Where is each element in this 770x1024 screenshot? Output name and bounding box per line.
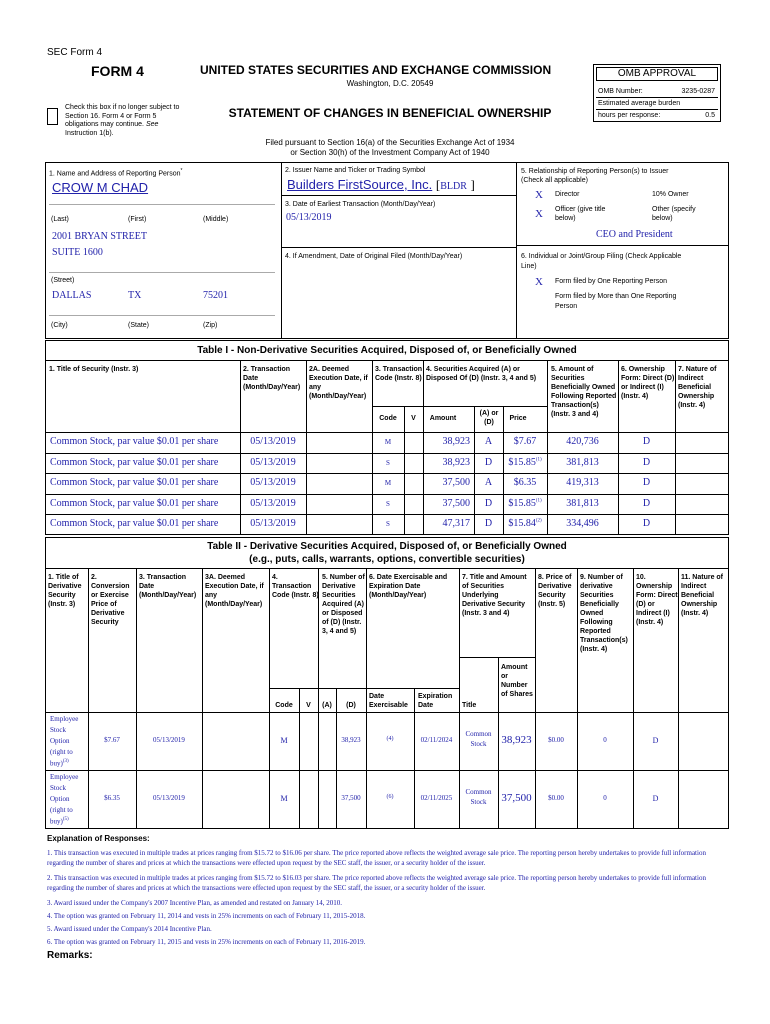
t1-row-ad: D: [484, 518, 493, 530]
box6-label: 6. Individual or Joint/Group Filing (Check Applicable Line): [521, 253, 682, 270]
footnote-4: 4. The option was granted on February 11, 2014 and vests in 25% increments on each of February 11, 2015-2018.: [47, 912, 366, 920]
t2-row-d: 37,500: [341, 794, 361, 802]
form-title: FORM 4: [91, 63, 144, 79]
state-label: (State): [128, 322, 150, 329]
one-person-check[interactable]: X: [535, 276, 543, 288]
t1-row-title: Common Stock, par value $0.01 per share: [50, 497, 219, 509]
t2-exercisable: Date Exercisable: [369, 693, 408, 709]
city-value: DALLAS: [52, 290, 92, 301]
t2-h1: 1. Title of Derivative Security (Instr. 3): [48, 574, 82, 608]
t2-row-owned: 0: [603, 736, 607, 744]
t2-row-dprice: $0.00: [548, 794, 564, 802]
director-label: Director: [555, 191, 580, 198]
omb-number-label: OMB Number:: [598, 88, 643, 95]
officer-title: CEO and President: [596, 229, 673, 240]
middle-label: (Middle): [203, 216, 229, 223]
t1-row-code: S: [386, 499, 390, 508]
t2-row-title-t1: Employee: [50, 715, 79, 723]
t2-amount-shares: Amount or Number of Shares: [501, 664, 533, 698]
t2-h3a: 3A. Deemed Execution Date, if any (Month/Day/Year): [205, 574, 264, 608]
street-line-1: 2001 BRYAN STREET: [52, 231, 148, 242]
t2-d: (D): [346, 702, 356, 709]
t2-row-form: D: [652, 794, 659, 803]
t1-h6: 6. Ownership Form: Direct (D) or Indirect (I) (Instr. 4): [621, 366, 675, 400]
t1-row-price: $7.67: [513, 436, 537, 447]
footnote-5: 5. Award issued under the Company's 2014 Incentive Plan.: [47, 925, 212, 933]
t2-row-underlying-2: Stock: [470, 740, 487, 748]
t2-row-expiration: 02/11/2025: [420, 794, 453, 802]
t1-row-amount: 37,500: [442, 477, 470, 489]
t2-row-shares: 37,500: [501, 792, 532, 804]
t2-row-underlying-1: Common: [465, 730, 492, 738]
t2-row-exercisable: (6): [386, 794, 394, 800]
t2-h4: 4. Transaction Code (Instr. 8): [272, 574, 319, 599]
t1-row-owned: 381,813: [566, 456, 599, 468]
t2-row-expiration: 02/11/2024: [420, 736, 453, 744]
t1-row-owned: 420,736: [566, 436, 599, 447]
t1-row-amount: 37,500: [442, 497, 470, 509]
table-2-title-2: (e.g., puts, calls, warrants, options, convertible securities): [249, 554, 525, 565]
t1-row-owned: 334,496: [566, 518, 599, 530]
t1-v: V: [411, 415, 416, 422]
t2-row-dprice: $0.00: [548, 736, 564, 744]
t2-row-title-t5: buy)$^{(5)}$: [50, 817, 69, 826]
omb-title: OMB APPROVAL: [596, 67, 718, 81]
t1-row-owned: 419,313: [566, 477, 599, 489]
box4-label: 4. If Amendment, Date of Original Filed (Month/Day/Year): [285, 253, 463, 260]
t2-h5: 5. Number of Derivative Securities Acquired (A) or Disposed of (D) (Instr. 3, 4 and 5): [322, 574, 365, 635]
t2-row-title-t2: Stock: [50, 726, 66, 734]
t1-row-ad: A: [484, 477, 493, 489]
t2-title: Title: [462, 702, 477, 709]
omb-burden-label: Estimated average burden: [598, 100, 681, 107]
zip-value: 75201: [203, 290, 228, 301]
t2-h8: 8. Price of Derivative Security (Instr. 5): [538, 574, 572, 608]
t1-row-form: D: [642, 436, 651, 447]
t1-row-date: 05/13/2019: [250, 436, 296, 447]
filed-pursuant-2: or Section 30(h) of the Investment Company Act of 1940: [290, 148, 490, 157]
t1-row-date: 05/13/2019: [250, 518, 296, 530]
t2-h3: 3. Transaction Date (Month/Day/Year): [139, 574, 197, 599]
t1-row-price: $15.85$^{(1)}$: [508, 456, 542, 468]
ticker-symbol: BLDR: [440, 181, 467, 192]
t1-h4: 4. Securities Acquired (A) or Disposed Of (D) (Instr. 3, 4 and 5): [426, 366, 537, 382]
statement-title: STATEMENT OF CHANGES IN BENEFICIAL OWNERSHIP: [228, 106, 552, 120]
t1-row-code: S: [386, 520, 390, 529]
t1-row-price: $6.35: [513, 477, 537, 489]
earliest-transaction-date: 05/13/2019: [286, 212, 332, 223]
t1-ad: (A) or (D): [479, 410, 499, 426]
t1-row-ad: A: [484, 436, 493, 447]
footnote-6: 6. The option was granted on February 11, 2015 and vests in 25% increments on each of February 11, 2016-2019.: [47, 938, 366, 946]
omb-hours: 0.5: [705, 112, 715, 119]
t2-row-title-t4: (right to: [50, 748, 73, 756]
t1-row-form: D: [642, 456, 651, 468]
reporting-person-name[interactable]: CROW M CHAD: [52, 180, 149, 195]
one-person-label: Form filed by One Reporting Person: [555, 278, 668, 285]
t2-a: (A): [322, 702, 332, 709]
t2-row-d: 38,923: [341, 736, 361, 744]
t1-row-title: Common Stock, par value $0.01 per share: [50, 456, 219, 468]
t1-h3: 3. Transaction Code (Instr. 8): [375, 366, 423, 382]
t2-row-date: 05/13/2019: [153, 736, 185, 744]
remarks-label: Remarks:: [47, 950, 93, 961]
issuer-link[interactable]: Builders FirstSource, Inc.: [287, 177, 433, 192]
no-longer-subject-checkbox[interactable]: [47, 108, 58, 125]
t2-v: V: [306, 702, 311, 709]
t2-row-form: D: [652, 736, 659, 745]
director-check[interactable]: X: [535, 189, 543, 201]
t2-row-title-t2: Stock: [50, 784, 66, 792]
t2-row-shares: 38,923: [501, 734, 532, 746]
ten-percent-owner-label: 10% Owner: [652, 191, 689, 198]
officer-label: Officer (give title below): [555, 206, 606, 222]
state-value: TX: [128, 290, 142, 301]
street-line-2: SUITE 1600: [52, 247, 103, 258]
box1-label: 1. Name and Address of Reporting Person*: [49, 168, 183, 178]
t2-row-underlying-2: Stock: [470, 798, 487, 806]
officer-check[interactable]: X: [535, 208, 543, 220]
box2-label: 2. Issuer Name and Ticker or Trading Symbol: [285, 167, 426, 174]
t1-h1: 1. Title of Security (Instr. 3): [49, 366, 139, 373]
t2-row-title-t1: Employee: [50, 773, 79, 781]
last-label: (Last): [51, 216, 69, 223]
omb-hours-label: hours per response:: [598, 112, 661, 119]
t1-h5: 5. Amount of Securities Beneficially Owned Following Reported Transaction(s) (Instr. 3 and 4): [551, 366, 617, 418]
t1-row-ad: D: [484, 497, 493, 509]
t2-row-title-t5: buy)$^{(3)}$: [50, 759, 69, 768]
footnote-2: 2. This transaction was executed in multiple trades at prices ranging from $15.72 to $16.03 per share. The price reported above reflects the weighted average sale price. The reporting person hereby undertakes to provide full information regarding the number of shares and prices at which the transactions were effected upon request by the SEC staff, the issuer, or a security holder of the issuer.: [47, 874, 706, 892]
t2-row-price: $7.67: [104, 736, 120, 744]
t2-row-code: M: [280, 736, 288, 745]
explanation-title: Explanation of Responses:: [47, 834, 150, 843]
t2-row-code: M: [280, 794, 288, 803]
t1-row-price: $15.84$^{(2)}$: [508, 518, 542, 530]
t1-h7: 7. Nature of Indirect Beneficial Ownership (Instr. 4): [678, 366, 717, 409]
commission-title: UNITED STATES SECURITIES AND EXCHANGE COMMISSION: [200, 63, 552, 77]
t2-row-underlying-1: Common: [465, 788, 492, 796]
t1-price: Price: [509, 415, 527, 422]
t1-row-date: 05/13/2019: [250, 497, 296, 509]
filed-pursuant-1: Filed pursuant to Section 16(a) of the Securities Exchange Act of 1934: [265, 138, 515, 147]
t1-row-owned: 381,813: [566, 497, 599, 509]
t1-amount: Amount: [429, 415, 457, 422]
table-1-title: Table I - Non-Derivative Securities Acquired, Disposed of, or Beneficially Owned: [197, 345, 577, 356]
t2-h6: 6. Date Exercisable and Expiration Date (Month/Day/Year): [369, 574, 448, 599]
t1-row-form: D: [642, 477, 651, 489]
t1-row-amount: 47,317: [442, 518, 470, 530]
t2-h9: 9. Number of derivative Securities Beneficially Owned Following Reported Transaction(s) (Instr. 4): [580, 574, 628, 653]
t2-h7: 7. Title and Amount of Securities Underlying Derivative Security (Instr. 3 and 4): [462, 574, 527, 617]
footnote-1: 1. This transaction was executed in multiple trades at prices ranging from $15.72 to $16.06 per share. The price reported above reflects the weighted average sale price. The reporting person hereby undertakes to provide full information regarding the number of shares and prices at which the transactions were effected upon request by the SEC staff, the issuer, or a security holder of the issuer.: [47, 849, 706, 867]
footnote-3: 3. Award issued under the Company's 2007 Incentive Plan, as amended and restated on January 14, 2010.: [47, 899, 342, 907]
box5-label: 5. Relationship of Reporting Person(s) to Issuer (Check all applicable): [521, 168, 669, 184]
t1-row-date: 05/13/2019: [250, 456, 296, 468]
t2-row-owned: 0: [603, 794, 607, 802]
t1-row-form: D: [642, 497, 651, 509]
t2-row-exercisable: (4): [386, 736, 394, 742]
commission-city: Washington, D.C. 20549: [346, 79, 434, 88]
t1-row-ad: D: [484, 456, 493, 468]
t1-row-amount: 38,923: [442, 436, 470, 447]
t1-h2a: 2A. Deemed Execution Date, if any (Month/Day/Year): [309, 366, 368, 400]
street-label: (Street): [51, 277, 75, 284]
t1-row-date: 05/13/2019: [250, 477, 296, 489]
other-label: Other (specify below): [652, 206, 696, 222]
t2-h11: 11. Nature of Indirect Beneficial Ownership (Instr. 4): [681, 574, 724, 617]
checkbox-instructions: Check this box if no longer subject to Section 16. Form 4 or Form 5 obligations may continue. See Instruction 1(b).: [65, 104, 180, 137]
t2-row-title-t3: Option: [50, 795, 70, 803]
first-label: (First): [128, 216, 147, 223]
t2-row-price: $6.35: [104, 794, 120, 802]
t2-h10: 10. Ownership Form: Direct (D) or Indirect (I) (Instr. 4): [636, 574, 678, 626]
t1-row-code: M: [384, 479, 392, 488]
t1-row-price: $15.85$^{(1)}$: [508, 497, 542, 509]
t1-row-form: D: [642, 518, 651, 530]
t1-row-title: Common Stock, par value $0.01 per share: [50, 477, 219, 489]
t2-row-date: 05/13/2019: [153, 794, 185, 802]
t1-h2: 2. Transaction Date (Month/Day/Year): [243, 366, 301, 391]
t1-row-code: S: [386, 458, 390, 467]
t1-row-title: Common Stock, par value $0.01 per share: [50, 518, 219, 530]
city-label: (City): [51, 322, 68, 329]
box3-label: 3. Date of Earliest Transaction (Month/Day/Year): [285, 201, 436, 208]
zip-label: (Zip): [203, 322, 218, 329]
t1-row-amount: 38,923: [442, 456, 470, 468]
t2-row-title-t4: (right to: [50, 806, 73, 814]
t2-h2: 2. Conversion or Exercise Price of Derivative Security: [91, 574, 130, 626]
more-persons-label: Form filed by More than One Reporting Person: [555, 293, 677, 310]
omb-number: 3235-0287: [681, 88, 715, 95]
t1-row-title: Common Stock, par value $0.01 per share: [50, 436, 219, 447]
t2-row-title-t3: Option: [50, 737, 70, 745]
t2-expiration: Expiration Date: [418, 693, 453, 709]
issuer-name-ticker: Builders FirstSource, Inc. [BLDR ]: [287, 177, 475, 192]
t2-code: Code: [275, 702, 293, 709]
table-2-title-1: Table II - Derivative Securities Acquired, Disposed of, or Beneficially Owned: [207, 541, 567, 552]
t1-code: Code: [379, 415, 397, 422]
t1-row-code: M: [384, 438, 392, 446]
sec-form-label: SEC Form 4: [47, 47, 103, 58]
